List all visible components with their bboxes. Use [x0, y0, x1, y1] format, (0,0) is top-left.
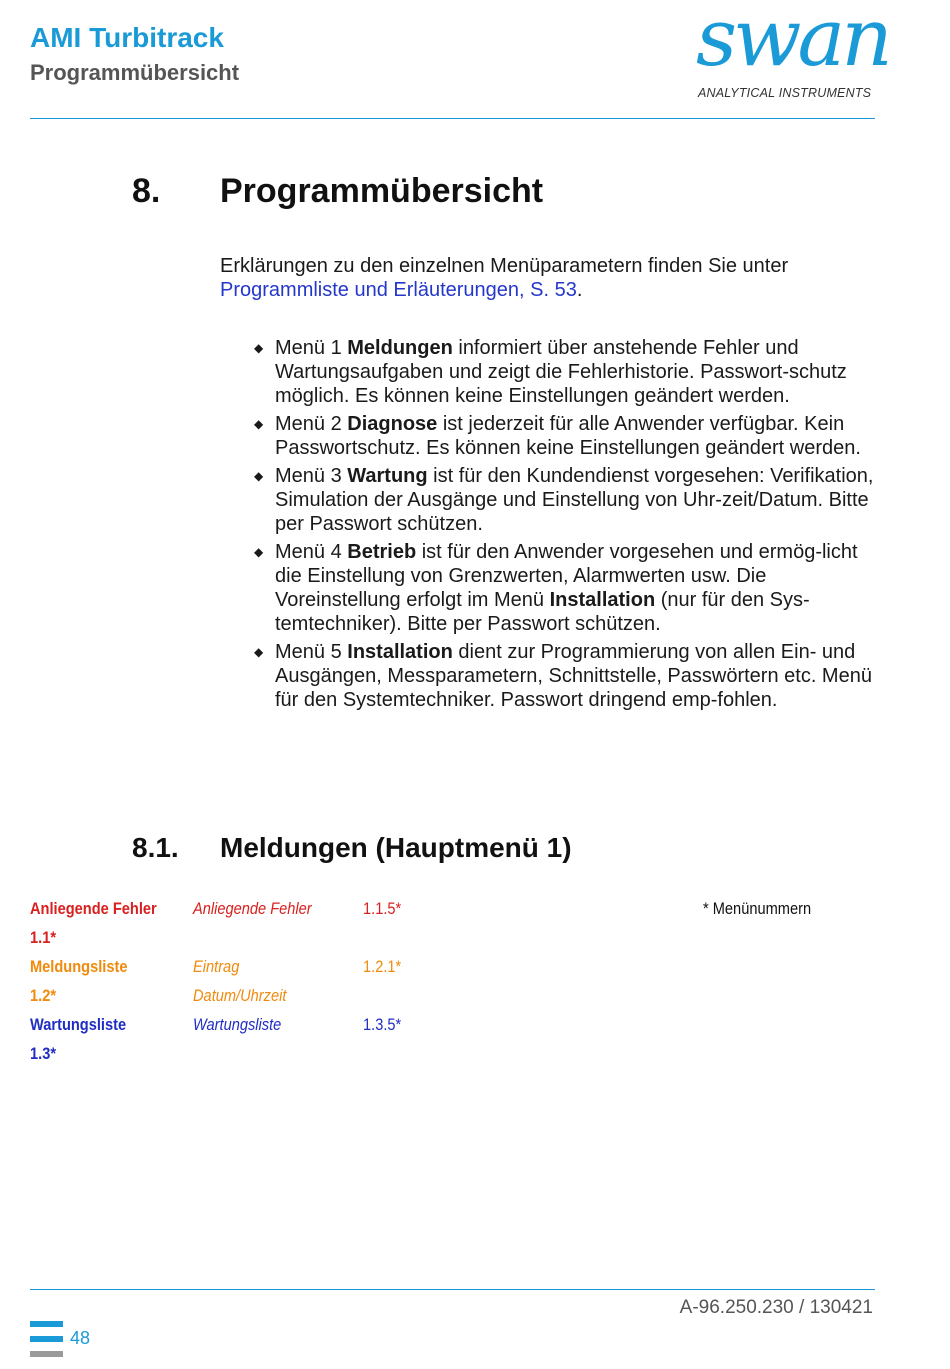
diamond-bullet-icon: ◆ [254, 341, 264, 355]
menu-main-item: Wartungsliste [30, 1015, 127, 1034]
document-subtitle: Programmübersicht [30, 60, 240, 85]
intro-text: Erklärungen zu den einzelnen Menüparametern finden Sie unter [220, 255, 789, 277]
intro-end: . [576, 279, 583, 301]
menu-code: 1.2.1* [363, 957, 402, 976]
menu-main-item: Meldungsliste [30, 957, 128, 976]
intro-paragraph [220, 254, 860, 302]
footer-bar-icon [30, 1351, 63, 1357]
menu-bullet-list [254, 336, 878, 716]
document-title: AMI Turbitrack [30, 22, 224, 53]
diamond-bullet-icon: ◆ [254, 645, 264, 659]
diamond-bullet-icon: ◆ [254, 469, 264, 483]
section-title: Programmübersicht [220, 172, 544, 210]
list-item: ◆ Menü 3 Wartung ist für den Kundendienst vorgesehen: Verifikation, Simulation der Ausgänge und Einstellung von Uhr-zeit/Datum. Bitte per Passwort schützen. [254, 465, 874, 535]
logo-wordmark: swan [696, 0, 889, 84]
diamond-bullet-icon: ◆ [254, 545, 264, 559]
footer-divider [30, 1289, 875, 1290]
diamond-bullet-icon: ◆ [254, 417, 264, 431]
menu-code: 1.1.5* [363, 899, 402, 918]
logo-tagline: ANALYTICAL INSTRUMENTS [698, 86, 872, 100]
menu-main-number: 1.3* [30, 1044, 57, 1063]
subsection-title: Meldungen (Hauptmenü 1) [220, 832, 572, 863]
menu-sub-item: Wartungsliste [193, 1015, 282, 1034]
menu-sub-item: Anliegende Fehler [193, 899, 312, 918]
footer-bar-icon [30, 1321, 63, 1327]
menu-sub-item: Eintrag [193, 957, 240, 976]
menu-sub-item: Datum/Uhrzeit [193, 986, 287, 1005]
menu-main-number: 1.2* [30, 986, 57, 1005]
menu-number-note: * Menünummern [703, 899, 812, 918]
header-divider [30, 118, 875, 119]
page-number: 48 [70, 1328, 91, 1348]
menu-main-item: Anliegende Fehler [30, 899, 157, 918]
subsection-number: 8.1. [132, 832, 179, 863]
document-number: A-96.250.230 / 130421 [679, 1297, 873, 1318]
menu-main-number: 1.1* [30, 928, 57, 947]
list-item: ◆ Menü 4 Betrieb ist für den Anwender vorgesehen und ermög-licht die Einstellung von Grenzwerten, Alarmwerten usw. Die Voreinstellung erfolgt im Menü Installation (nur für den Sys-temtechniker). Bitte per Passwort schützen. [254, 541, 858, 635]
swan-logo [694, 0, 889, 104]
list-item: ◆ Menü 5 Installation dient zur Programmierung von allen Ein- und Ausgängen, Messparametern, Schnittstelle, Passwörtern etc. Menü für den Systemtechniker. Passwort dringend emp-fohlen. [254, 641, 872, 711]
footer-bar-icon [30, 1336, 63, 1342]
list-item: ◆ Menü 1 Meldungen informiert über anstehende Fehler und Wartungsaufgaben und zeigt die Fehlerhistorie. Passwort-schutz möglich. Es können keine Einstellungen geändert werden. [254, 337, 847, 407]
cross-reference-link[interactable]: Programmliste und Erläuterungen, S. 53 [220, 279, 577, 301]
section-number: 8. [132, 172, 161, 210]
list-item: ◆ Menü 2 Diagnose ist jederzeit für alle Anwender verfügbar. Kein Passwortschutz. Es können keine Einstellungen geändert werden. [254, 413, 861, 459]
menu-code: 1.3.5* [363, 1015, 402, 1034]
